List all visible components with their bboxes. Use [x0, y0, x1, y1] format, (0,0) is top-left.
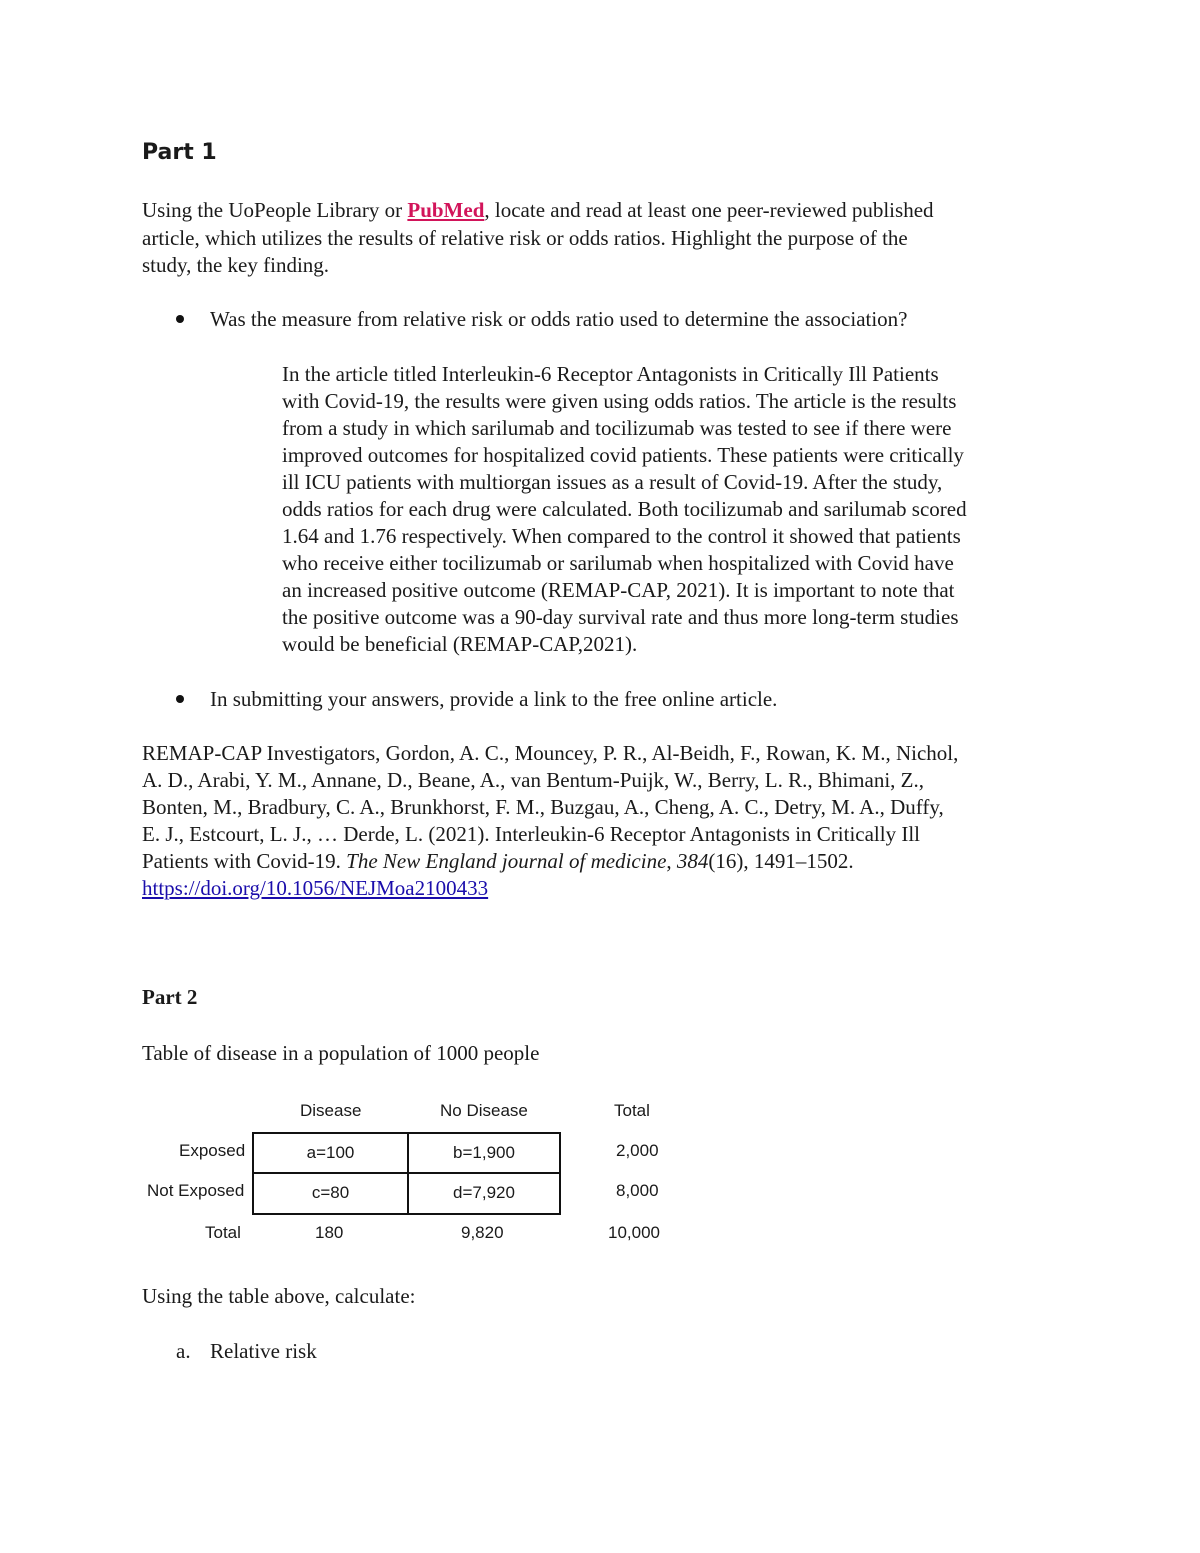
- col-total-disease: 180: [315, 1223, 344, 1242]
- row-label-exposed: Exposed: [179, 1141, 246, 1160]
- journal-title: The New England journal of medicine: [346, 849, 667, 873]
- journal-volume: 384: [676, 849, 709, 873]
- part2-heading: Part 2: [142, 985, 198, 1009]
- list-item-relative-risk: Relative risk: [210, 1339, 317, 1363]
- col-total-no-disease: 9,820: [461, 1223, 504, 1242]
- answer-line: 1.64 and 1.76 respectively. When compared to the control it showed that patients: [282, 524, 961, 548]
- cell-value: d=7,920: [453, 1183, 515, 1202]
- reference-line: A. D., Arabi, Y. M., Annane, D., Beane, A., van Bentum-Puijk, W., Berry, L. R., Bhimani, Z.,: [142, 768, 924, 792]
- table-caption: Table of disease in a population of 1000 people: [142, 1041, 540, 1065]
- answer-line: an increased positive outcome (REMAP-CAP, 2021). It is important to note that: [282, 578, 955, 602]
- row-total-not-exposed: 8,000: [616, 1181, 659, 1200]
- table-cell-d: [407, 1172, 561, 1215]
- reference-pages: (16), 1491–1502.: [708, 849, 854, 873]
- row-total-exposed: 2,000: [616, 1141, 659, 1160]
- calculation-prompt: Using the table above, calculate:: [142, 1284, 416, 1308]
- cell-value: a=100: [306, 1143, 355, 1162]
- doi-line: [142, 875, 488, 903]
- answer-line: ill ICU patients with multiorgan issues as a result of Covid-19. After the study,: [282, 470, 943, 494]
- col-header-total: Total: [614, 1101, 650, 1120]
- row-label-total: Total: [205, 1223, 241, 1242]
- reference-line: E. J., Estcourt, L. J., … Derde, L. (2021). Interleukin-6 Receptor Antagonists in Critically Ill: [142, 822, 921, 846]
- table-cell-a: [252, 1132, 409, 1174]
- bullet-dot-icon: [176, 315, 184, 323]
- cell-value: b=1,900: [453, 1143, 515, 1162]
- intro-line-2: article, which utilizes the results of relative risk or odds ratios. Highlight the purpose of the: [142, 226, 908, 250]
- col-header-disease: Disease: [300, 1101, 362, 1120]
- answer-line: would be beneficial (REMAP-CAP,2021).: [282, 632, 638, 656]
- row-label-not-exposed: Not Exposed: [147, 1181, 245, 1200]
- table-cell-c: [252, 1172, 409, 1215]
- answer-line: from a study in which sarilumab and tocilizumab was tested to see if there were: [282, 416, 952, 440]
- doi-link[interactable]: https://doi.org/10.1056/NEJMoa2100433: [142, 876, 489, 900]
- reference-text: Patients with Covid-19.: [142, 849, 347, 873]
- pubmed-link[interactable]: PubMed: [407, 198, 485, 222]
- reference-line: [142, 848, 854, 876]
- answer-line: odds ratios for each drug were calculated. Both tocilizumab and sarilumab scored: [282, 497, 967, 521]
- intro-line-3: study, the key finding.: [142, 253, 330, 277]
- table-cell-b: [407, 1132, 561, 1174]
- bullet-dot-icon: [176, 695, 184, 703]
- bullet-question: Was the measure from relative risk or odds ratio used to determine the association?: [210, 307, 908, 331]
- answer-line: the positive outcome was a 90-day survival rate and thus more long-term studies: [282, 605, 959, 629]
- reference-line: Bonten, M., Bradbury, C. A., Brunkhorst, F. M., Buzgau, A., Cheng, A. C., Detry, M. A., Duffy,: [142, 795, 944, 819]
- reference-separator: ,: [666, 849, 677, 873]
- col-header-no-disease: No Disease: [440, 1101, 528, 1120]
- reference-line: REMAP-CAP Investigators, Gordon, A. C., Mouncey, P. R., Al-Beidh, F., Rowan, K. M., Nichol,: [142, 741, 959, 765]
- bullet-instruction: In submitting your answers, provide a link to the free online article.: [210, 687, 778, 711]
- answer-line: improved outcomes for hospitalized covid patients. These patients were critically: [282, 443, 964, 467]
- answer-line: In the article titled Interleukin-6 Receptor Antagonists in Critically Ill Patients: [282, 362, 939, 386]
- intro-text-after-link: , locate and read at least one peer-reviewed published: [484, 198, 934, 222]
- list-item-marker: a.: [176, 1339, 191, 1363]
- answer-line: who receive either tocilizumab or sarilumab when hospitalized with Covid have: [282, 551, 954, 575]
- part1-heading: Part 1: [142, 140, 217, 165]
- cell-value: c=80: [311, 1183, 350, 1202]
- intro-text-before-link: Using the UoPeople Library or: [142, 198, 408, 222]
- grand-total: 10,000: [608, 1223, 660, 1242]
- intro-line-1: [142, 197, 934, 225]
- answer-line: with Covid-19, the results were given using odds ratios. The article is the results: [282, 389, 957, 413]
